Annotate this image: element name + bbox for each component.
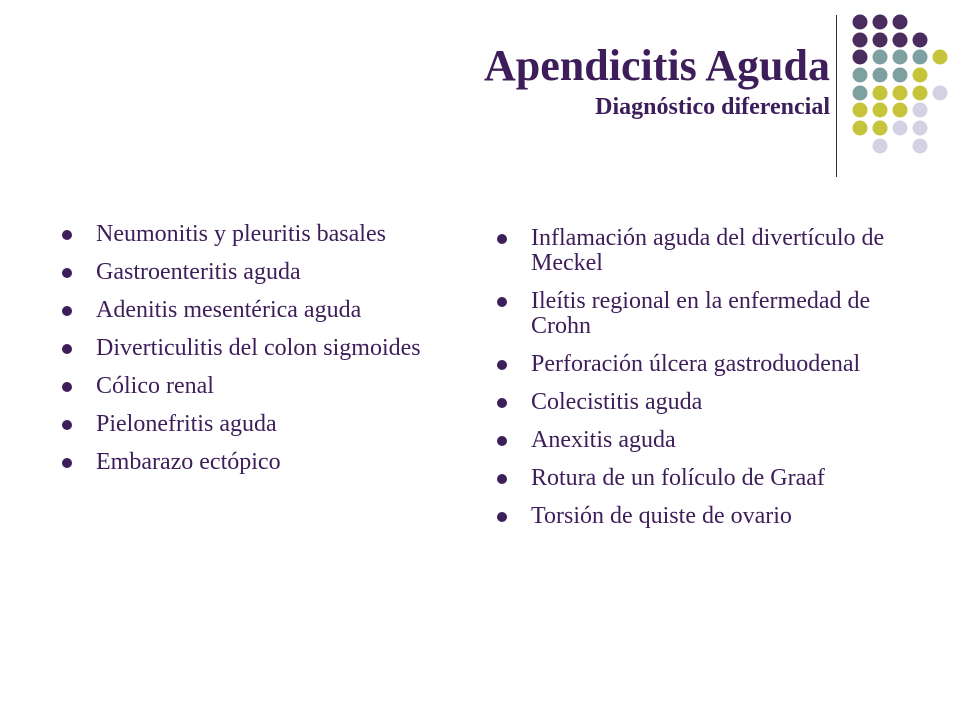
bullet-icon (62, 382, 72, 392)
dot (873, 121, 888, 136)
dot (933, 86, 948, 101)
dot (853, 86, 868, 101)
dot (873, 50, 888, 65)
bullet-icon (497, 234, 507, 244)
dot (853, 33, 868, 48)
dot (933, 50, 948, 65)
dot (893, 121, 908, 136)
list-item-text: Neumonitis y pleuritis basales (96, 221, 386, 247)
bullet-icon (62, 458, 72, 468)
list-item-text: Torsión de quiste de ovario (531, 503, 792, 529)
list-item-text: Cólico renal (96, 373, 214, 399)
dot (893, 86, 908, 101)
list-item-text: Pielonefritis aguda (96, 411, 277, 437)
dot (913, 86, 928, 101)
list-item (62, 336, 442, 361)
dot (913, 121, 928, 136)
bullet-icon (497, 360, 507, 370)
dot (913, 139, 928, 154)
bullet-icon (62, 306, 72, 316)
bullet-icon (62, 420, 72, 430)
bullet-icon (62, 230, 72, 240)
differential-list-left (62, 222, 442, 488)
slide-title: Apendicitis Aguda (484, 41, 830, 90)
bullet-icon (497, 297, 507, 307)
dot (873, 15, 888, 30)
dot (873, 86, 888, 101)
bullet-icon (62, 268, 72, 278)
list-item (62, 450, 442, 475)
slide-subtitle: Diagnóstico diferencial (595, 94, 830, 120)
title-divider (836, 15, 837, 177)
dot (893, 103, 908, 118)
dot (913, 50, 928, 65)
dot (873, 33, 888, 48)
list-item (497, 352, 907, 377)
list-item-text: Inflamación aguda del divertículo de Meckel (531, 225, 885, 276)
bullet-icon (497, 436, 507, 446)
list-item (62, 222, 442, 247)
dot (893, 15, 908, 30)
list-item (62, 260, 442, 285)
dot (853, 68, 868, 83)
dot (873, 139, 888, 154)
list-item (497, 390, 907, 415)
list-item-text: Embarazo ectópico (96, 449, 281, 475)
list-item (62, 374, 442, 399)
title-block (484, 40, 830, 122)
dot (893, 50, 908, 65)
dot (873, 68, 888, 83)
dot (913, 68, 928, 83)
dot (853, 15, 868, 30)
differential-list-right (497, 226, 907, 542)
list-item-text: Adenitis mesentérica aguda (96, 297, 362, 323)
list-item-text: Gastroenteritis aguda (96, 259, 301, 285)
bullet-icon (62, 344, 72, 354)
bullet-icon (497, 512, 507, 522)
dot (893, 68, 908, 83)
dot (853, 121, 868, 136)
list-item (497, 289, 907, 339)
list-item-text: Rotura de un folículo de Graaf (531, 465, 825, 491)
dot (853, 50, 868, 65)
list-item (497, 504, 907, 529)
list-item (497, 466, 907, 491)
list-item (62, 298, 442, 323)
dot (913, 33, 928, 48)
bullet-icon (497, 474, 507, 484)
list-item-text: Diverticulitis del colon sigmoides (96, 335, 421, 361)
dot (853, 103, 868, 118)
list-item (497, 428, 907, 453)
list-item-text: Colecistitis aguda (531, 389, 703, 415)
dot (893, 33, 908, 48)
list-item (497, 226, 907, 276)
list-item-text: Perforación úlcera gastroduodenal (531, 351, 861, 377)
dot (873, 103, 888, 118)
list-item-text: Anexitis aguda (531, 427, 676, 453)
bullet-icon (497, 398, 507, 408)
list-item (62, 412, 442, 437)
dot (913, 103, 928, 118)
list-item-text: Ileítis regional en la enfermedad de Crohn (531, 288, 871, 339)
